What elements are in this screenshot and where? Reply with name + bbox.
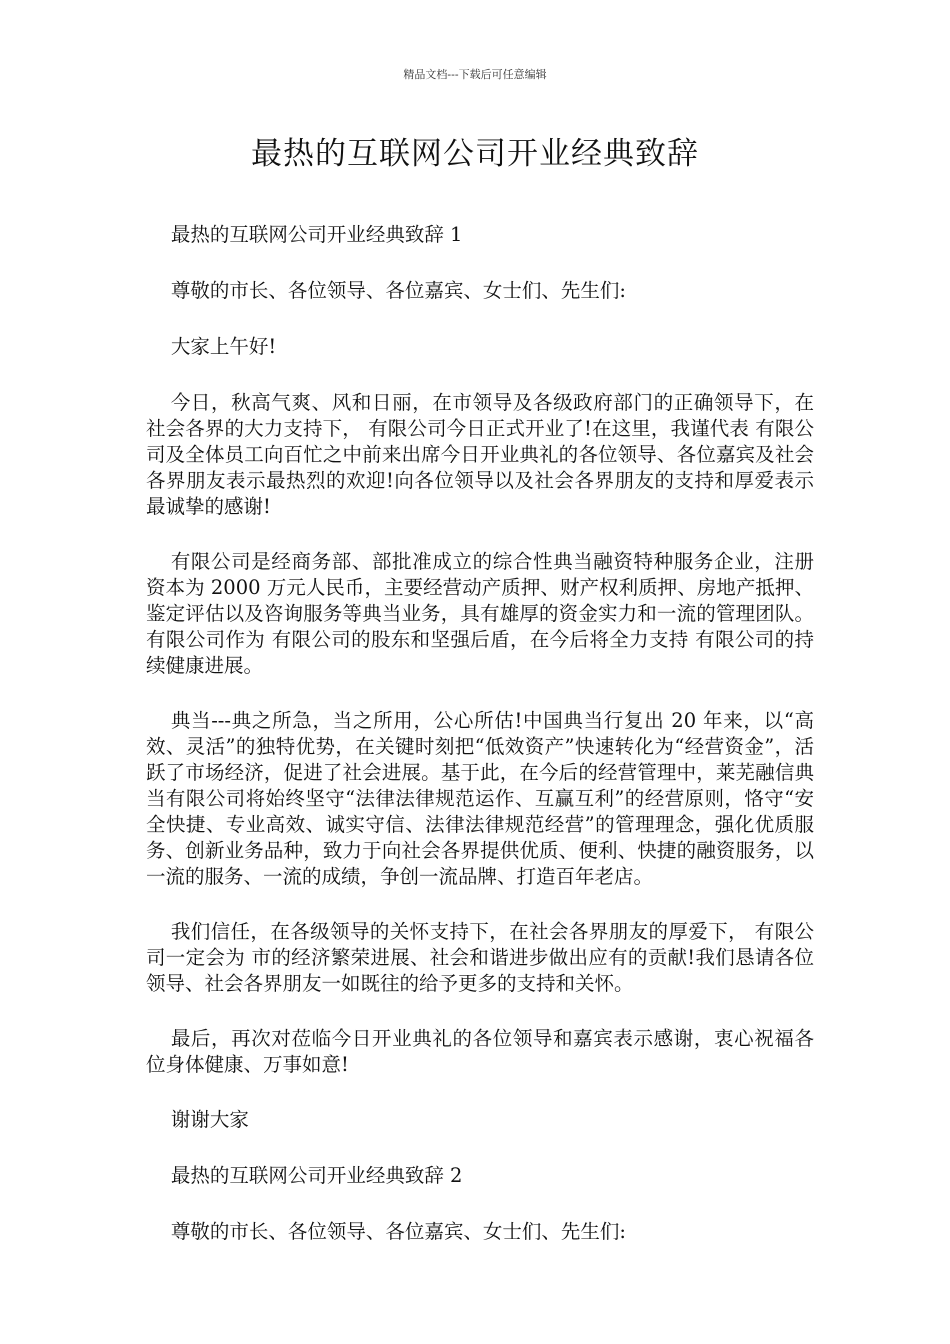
salutation: 尊敬的市长、各位领导、各位嘉宾、女士们、先生们: bbox=[170, 279, 626, 302]
header-note: 精品文档---下载后可任意编辑 bbox=[403, 68, 547, 81]
paragraph-commitment: 我们信任，在各级领导的关怀支持下，在社会各界朋友的厚爱下， 有限公司一定会为 市的经济繁荣进展、社会和谐进步做出应有的贡献!我们恳请各位领导、社会各界朋友一如既往的给予更多的支持和关怀。 bbox=[146, 920, 814, 995]
section-heading-2: 最热的互联网公司开业经典致辞 2 bbox=[170, 1164, 463, 1187]
greeting: 大家上午好! bbox=[170, 335, 277, 358]
paragraph-closing: 最后，再次对莅临今日开业典礼的各位领导和嘉宾表示感谢，衷心祝福各位身体健康、万事如意! bbox=[146, 1027, 814, 1076]
document-body bbox=[146, 222, 814, 1275]
paragraph-opening: 今日，秋高气爽、风和日丽，在市领导及各级政府部门的正确领导下，在社会各界的大力支持下， 有限公司今日正式开业了!在这里，我谨代表 有限公司及全体员工向百忙之中前来出席今日开业典礼的各位领导、各位嘉宾及社会各界朋友表示最热烈的欢迎!向各位领导以及社会各界朋友的支持和厚爱表示最诚挚的感谢! bbox=[146, 391, 814, 518]
paragraph-company-intro: 有限公司是经商务部、部批准成立的综合性典当融资特种服务企业，注册资本为 2000 万元人民币，主要经营动产质押、财产权利质押、房地产抵押、鉴定评估以及咨询服务等典当业务，具有雄厚的资金实力和一流的管理团队。 有限公司作为 有限公司的股东和坚强后盾，在今后将全力支持 有限公司的持续健康进展。 bbox=[146, 550, 814, 677]
section-heading-1: 最热的互联网公司开业经典致辞 1 bbox=[170, 223, 463, 246]
thanks-line: 谢谢大家 bbox=[170, 1108, 249, 1131]
paragraph-pawn-industry: 典当---典之所急，当之所用，公心所估!中国典当行复出 20 年来，以“高效、灵活”的独特优势，在关键时刻把“低效资产”快速转化为“经营资金”，活跃了市场经济，促进了社会进展。基于此，在今后的经营管理中，莱芜融信典当有限公司将始终坚守“法律法律规范运作、互赢互利”的经营原则，恪守“安全快捷、专业高效、诚实守信、法律法律规范经营”的管理理念，强化优质服务、创新业务品种，致力于向社会各界提供优质、便利、快捷的融资服务，以一流的服务、一流的成绩，争创一流品牌、打造百年老店。 bbox=[146, 709, 814, 888]
salutation-2: 尊敬的市长、各位领导、各位嘉宾、女士们、先生们: bbox=[170, 1220, 626, 1243]
document-title: 最热的互联网公司开业经典致辞 bbox=[251, 136, 699, 172]
